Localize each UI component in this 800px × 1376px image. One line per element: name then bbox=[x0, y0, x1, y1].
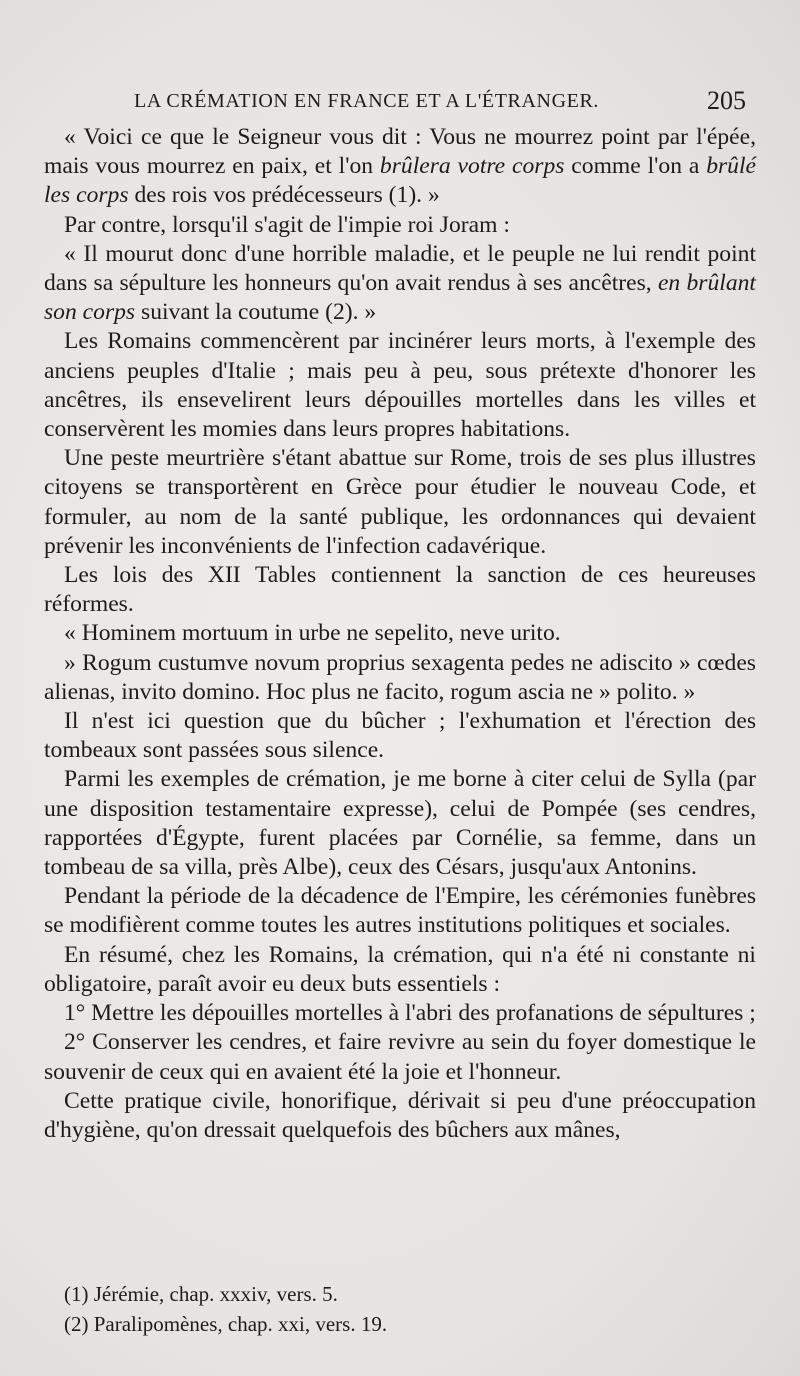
text-segment: 2° Conserver les cendres, et faire revivre au sein du foyer domestique le souvenir de ceux qui en avaient été la joie et l'honneur. bbox=[44, 1029, 756, 1085]
paragraph bbox=[44, 240, 756, 328]
paragraph bbox=[44, 619, 756, 648]
text-segment: Pendant la période de la décadence de l'Empire, les cérémonies funèbres se modifièrent comme toutes les autres institutions politiques et sociales. bbox=[44, 883, 756, 939]
text-segment: comme l'on a bbox=[564, 153, 707, 180]
paragraph bbox=[44, 882, 756, 940]
page-number: 205 bbox=[707, 86, 746, 115]
text-segment: Parmi les exemples de crémation, je me borne à citer celui de Sylla (par une disposition testamentaire expresse), celui de Pompée (ses cendres, rapportées d'Égypte, furent placées par Cornélie, sa femme, dans un tombeau de sa villa, près Albe), ceux des Césars, jusqu'aux Antonins. bbox=[44, 766, 756, 881]
paragraph bbox=[44, 123, 756, 211]
footnote: (1) Jérémie, chap. xxxiv, vers. 5. bbox=[64, 1282, 338, 1306]
page-header bbox=[98, 86, 746, 122]
body-text bbox=[44, 123, 756, 1145]
text-segment: suivant la coutume (2). » bbox=[135, 299, 377, 326]
text-segment: Par contre, lorsqu'il s'agit de l'impie roi Joram : bbox=[64, 211, 510, 238]
text-segment: « Hominem mortuum in urbe ne sepelito, neve urito. bbox=[64, 620, 561, 647]
text-segment: des rois vos prédécesseurs (1). » bbox=[128, 182, 440, 209]
paragraph bbox=[44, 765, 756, 882]
italic-phrase: en brûlant son corps bbox=[44, 270, 756, 326]
paragraph bbox=[44, 211, 756, 240]
footnotes bbox=[64, 1279, 664, 1339]
paragraph bbox=[44, 1028, 756, 1086]
text-segment: En résumé, chez les Romains, la crémation, qui n'a été ni constante ni obligatoire, paraît avoir eu deux buts essentiels : bbox=[44, 941, 756, 997]
text-segment: Les Romains commencèrent par incinérer leurs morts, à l'exemple des anciens peuples d'Italie ; mais peu à peu, sous prétexte d'honorer les ancêtres, ils ensevelirent leurs dépouilles mortelles dans les villes et conservèrent les momies dans leurs propres habitations. bbox=[44, 328, 756, 443]
paragraph bbox=[44, 1087, 756, 1145]
text-segment: Les lois des XII Tables contiennent la sanction de ces heureuses réformes. bbox=[44, 562, 756, 618]
paragraph bbox=[44, 327, 756, 444]
paragraph bbox=[44, 561, 756, 619]
paragraph bbox=[44, 707, 756, 765]
paragraph bbox=[44, 941, 756, 999]
text-segment: » Rogum custumve novum proprius sexagenta pedes ne adiscito » cœdes alienas, invito domino. Hoc plus ne facito, rogum ascia ne » polito. » bbox=[44, 649, 756, 705]
text-segment: Il n'est ici question que du bûcher ; l'exhumation et l'érection des tombeaux sont passées sous silence. bbox=[44, 708, 756, 764]
italic-phrase: brûlera votre corps bbox=[379, 153, 565, 180]
paragraph bbox=[44, 444, 756, 561]
text-segment: 1° Mettre les dépouilles mortelles à l'abri des profanations de sépultures ; bbox=[64, 1000, 756, 1027]
footnote: (2) Paralipomènes, chap. xxi, vers. 19. bbox=[64, 1312, 388, 1336]
text-segment: « Il mourut donc d'une horrible maladie, et le peuple ne lui rendit point dans sa sépulture les honneurs qu'on avait rendus à ses ancêtres, bbox=[44, 240, 756, 297]
paragraph bbox=[44, 999, 756, 1028]
running-title: LA CRÉMATION EN FRANCE ET A L'ÉTRANGER. bbox=[134, 90, 599, 112]
italic-phrase: brûlé les corps bbox=[44, 153, 756, 209]
text-segment: Une peste meurtrière s'étant abattue sur Rome, trois de ses plus illustres citoyens se transportèrent en Grèce pour étudier le nouveau Code, et formuler, au nom de la santé publique, les ordonnances qui devaient prévenir les inconvénients de l'infection cadavérique. bbox=[44, 445, 756, 559]
text-segment: Cette pratique civile, honorifique, dérivait si peu d'une préoccupation d'hygiène, qu'on dressait quelquefois des bûchers aux mânes, bbox=[44, 1087, 756, 1143]
text-segment: « Voici ce que le Seigneur vous dit : Vous ne mourrez point par l'épée, mais vous mourrez en paix, et l'on bbox=[44, 124, 756, 180]
paragraph bbox=[44, 649, 756, 707]
